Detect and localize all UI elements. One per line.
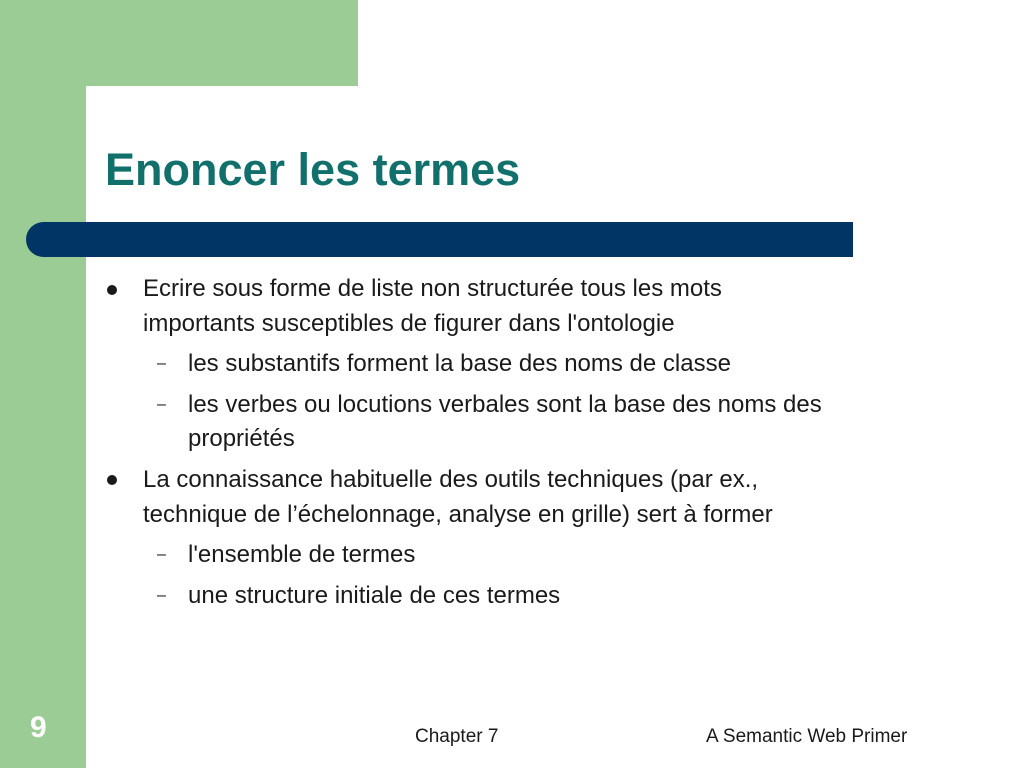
footer-book-title: A Semantic Web Primer: [706, 726, 908, 747]
sub-bullet-line: une structure initiale de ces termes: [188, 582, 561, 609]
dash-bullet: –: [157, 546, 166, 563]
bullet-line: Ecrire sous forme de liste non structurée tous les mots: [143, 275, 722, 302]
dash-bullet: –: [157, 587, 166, 604]
bullet-dot: [107, 285, 117, 295]
sub-bullet-line: les verbes ou locutions verbales sont la base des noms des: [188, 391, 822, 418]
sub-bullet-line: les substantifs forment la base des noms de classe: [188, 350, 731, 377]
footer-chapter: Chapter 7: [415, 726, 499, 747]
bullet-dot: [107, 475, 117, 485]
page-number: 9: [30, 711, 47, 744]
bullet-line: technique de l’échelonnage, analyse en grille) sert à former: [143, 501, 773, 528]
bullet-line: importants susceptibles de figurer dans l'ontologie: [143, 310, 675, 337]
sub-bullet-line: propriétés: [188, 425, 295, 452]
slide-title: Enoncer les termes: [105, 144, 521, 195]
dash-bullet: –: [157, 396, 166, 413]
sub-bullet-line: l'ensemble de termes: [188, 541, 416, 568]
dash-bullet: –: [157, 355, 166, 372]
bullet-line: La connaissance habituelle des outils techniques (par ex.,: [143, 466, 759, 493]
